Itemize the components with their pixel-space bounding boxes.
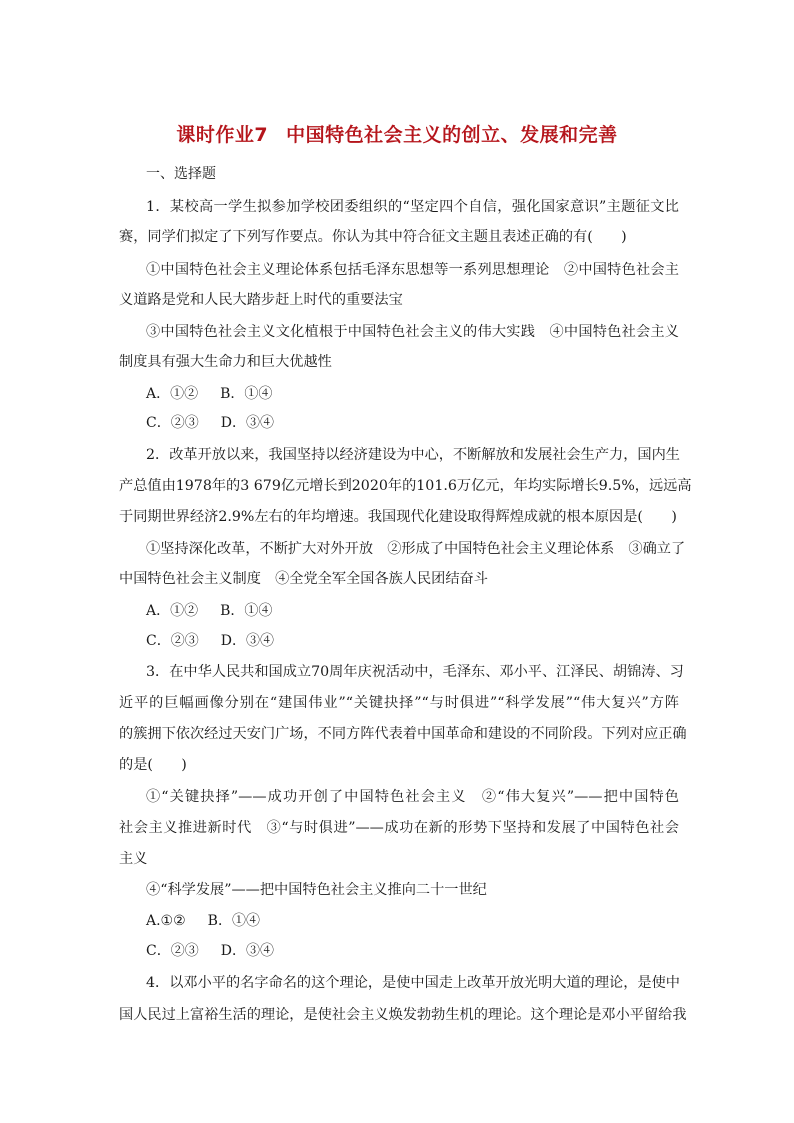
q3-options-row1 xyxy=(146,911,260,931)
q2-options-row2 xyxy=(146,631,274,651)
q1-items-line1: ①中国特色社会主义理论体系包括毛泽东思想等一系列思想理论 ②中国特色社会主 xyxy=(146,262,679,278)
q1-stem-line2: 赛，同学们拟定了下列写作要点。你认为其中符合征文主题且表述正确的有( ) xyxy=(119,229,627,245)
section-heading: 一、选择题 xyxy=(146,166,216,182)
q2-option-d[interactable]: D．③④ xyxy=(220,633,274,649)
q1-option-c[interactable]: C．②③ xyxy=(146,415,199,431)
q4-stem-line2: 国人民过上富裕生活的理论，是使社会主义焕发勃勃生机的理论。这个理论是邓小平留给我 xyxy=(119,1007,687,1023)
q1-option-d[interactable]: D．③④ xyxy=(220,415,274,431)
q3-options-row2 xyxy=(146,941,274,961)
title-part1: 课时作业7 xyxy=(176,124,269,146)
q3-stem-line3: 的簇拥下依次经过天安门广场，不同方阵代表着中国革命和建设的不同阶段。下列对应正确 xyxy=(119,726,687,742)
q2-options-row1 xyxy=(146,601,272,621)
q2-stem-line2: 产总值由1978年的3 679亿元增长到2020年的101.6万亿元，年均实际增长9.5%，远远高 xyxy=(119,478,692,494)
q1-option-b[interactable]: B．①④ xyxy=(220,386,273,402)
q3-items-line2: 社会主义推进新时代 ③“与时俱进”——成功在新的形势下坚持和发展了中国特色社会 xyxy=(119,820,679,836)
q1-options-row1 xyxy=(146,384,272,404)
q2-stem-line3: 于同期世界经济2.9%左右的年均增速。我国现代化建设取得辉煌成就的根本原因是( ) xyxy=(119,509,677,525)
q1-items-line4: 制度具有强大生命力和巨大优越性 xyxy=(119,354,332,370)
q4-stem-line1: 4．以邓小平的名字命名的这个理论，是使中国走上改革开放光明大道的理论，是使中 xyxy=(146,975,680,991)
q3-items-line1: ①“关键抉择”——成功开创了中国特色社会主义 ②“伟大复兴”——把中国特色 xyxy=(146,789,679,805)
q1-option-a[interactable]: A．①② xyxy=(146,386,199,402)
q1-options-row2 xyxy=(146,413,274,433)
q2-option-c[interactable]: C．②③ xyxy=(146,633,199,649)
q2-items-line1: ①坚持深化改革，不断扩大对外开放 ②形成了中国特色社会主义理论体系 ③确立了 xyxy=(146,541,686,557)
q3-option-a[interactable]: A.①② xyxy=(146,913,186,929)
q3-stem-line2: 近平的巨幅画像分别在“建国伟业”“关键抉择”“与时俱进”“科学发展”“伟大复兴”方阵 xyxy=(119,695,679,711)
q2-option-b[interactable]: B．①④ xyxy=(220,603,273,619)
title-part2: 中国特色社会主义的创立、发展和完善 xyxy=(286,124,618,146)
q3-option-c[interactable]: C．②③ xyxy=(146,943,199,959)
q3-option-b[interactable]: B．①④ xyxy=(207,913,260,929)
page-title xyxy=(0,120,794,147)
q3-stem-line4: 的是( ) xyxy=(119,757,187,773)
q2-option-a[interactable]: A．①② xyxy=(146,603,199,619)
q3-stem-line1: 3．在中华人民共和国成立70周年庆祝活动中，毛泽东、邓小平、江泽民、胡锦涛、习 xyxy=(146,664,684,680)
q1-items-line3: ③中国特色社会主义文化植根于中国特色社会主义的伟大实践 ④中国特色社会主义 xyxy=(146,324,679,340)
q1-stem-line1: 1．某校高一学生拟参加学校团委组织的“坚定四个自信，强化国家意识”主题征文比 xyxy=(146,199,679,215)
q3-items-line4: ④“科学发展”——把中国特色社会主义推向二十一世纪 xyxy=(146,882,487,898)
q3-items-line3: 主义 xyxy=(119,851,148,867)
q3-option-d[interactable]: D．③④ xyxy=(220,943,274,959)
q2-stem-line1: 2．改革开放以来，我国坚持以经济建设为中心，不断解放和发展社会生产力，国内生 xyxy=(146,447,680,463)
q1-items-line2: 义道路是党和人民大踏步赶上时代的重要法宝 xyxy=(119,292,403,308)
q2-items-line2: 中国特色社会主义制度 ④全党全军全国各族人民团结奋斗 xyxy=(119,571,488,587)
